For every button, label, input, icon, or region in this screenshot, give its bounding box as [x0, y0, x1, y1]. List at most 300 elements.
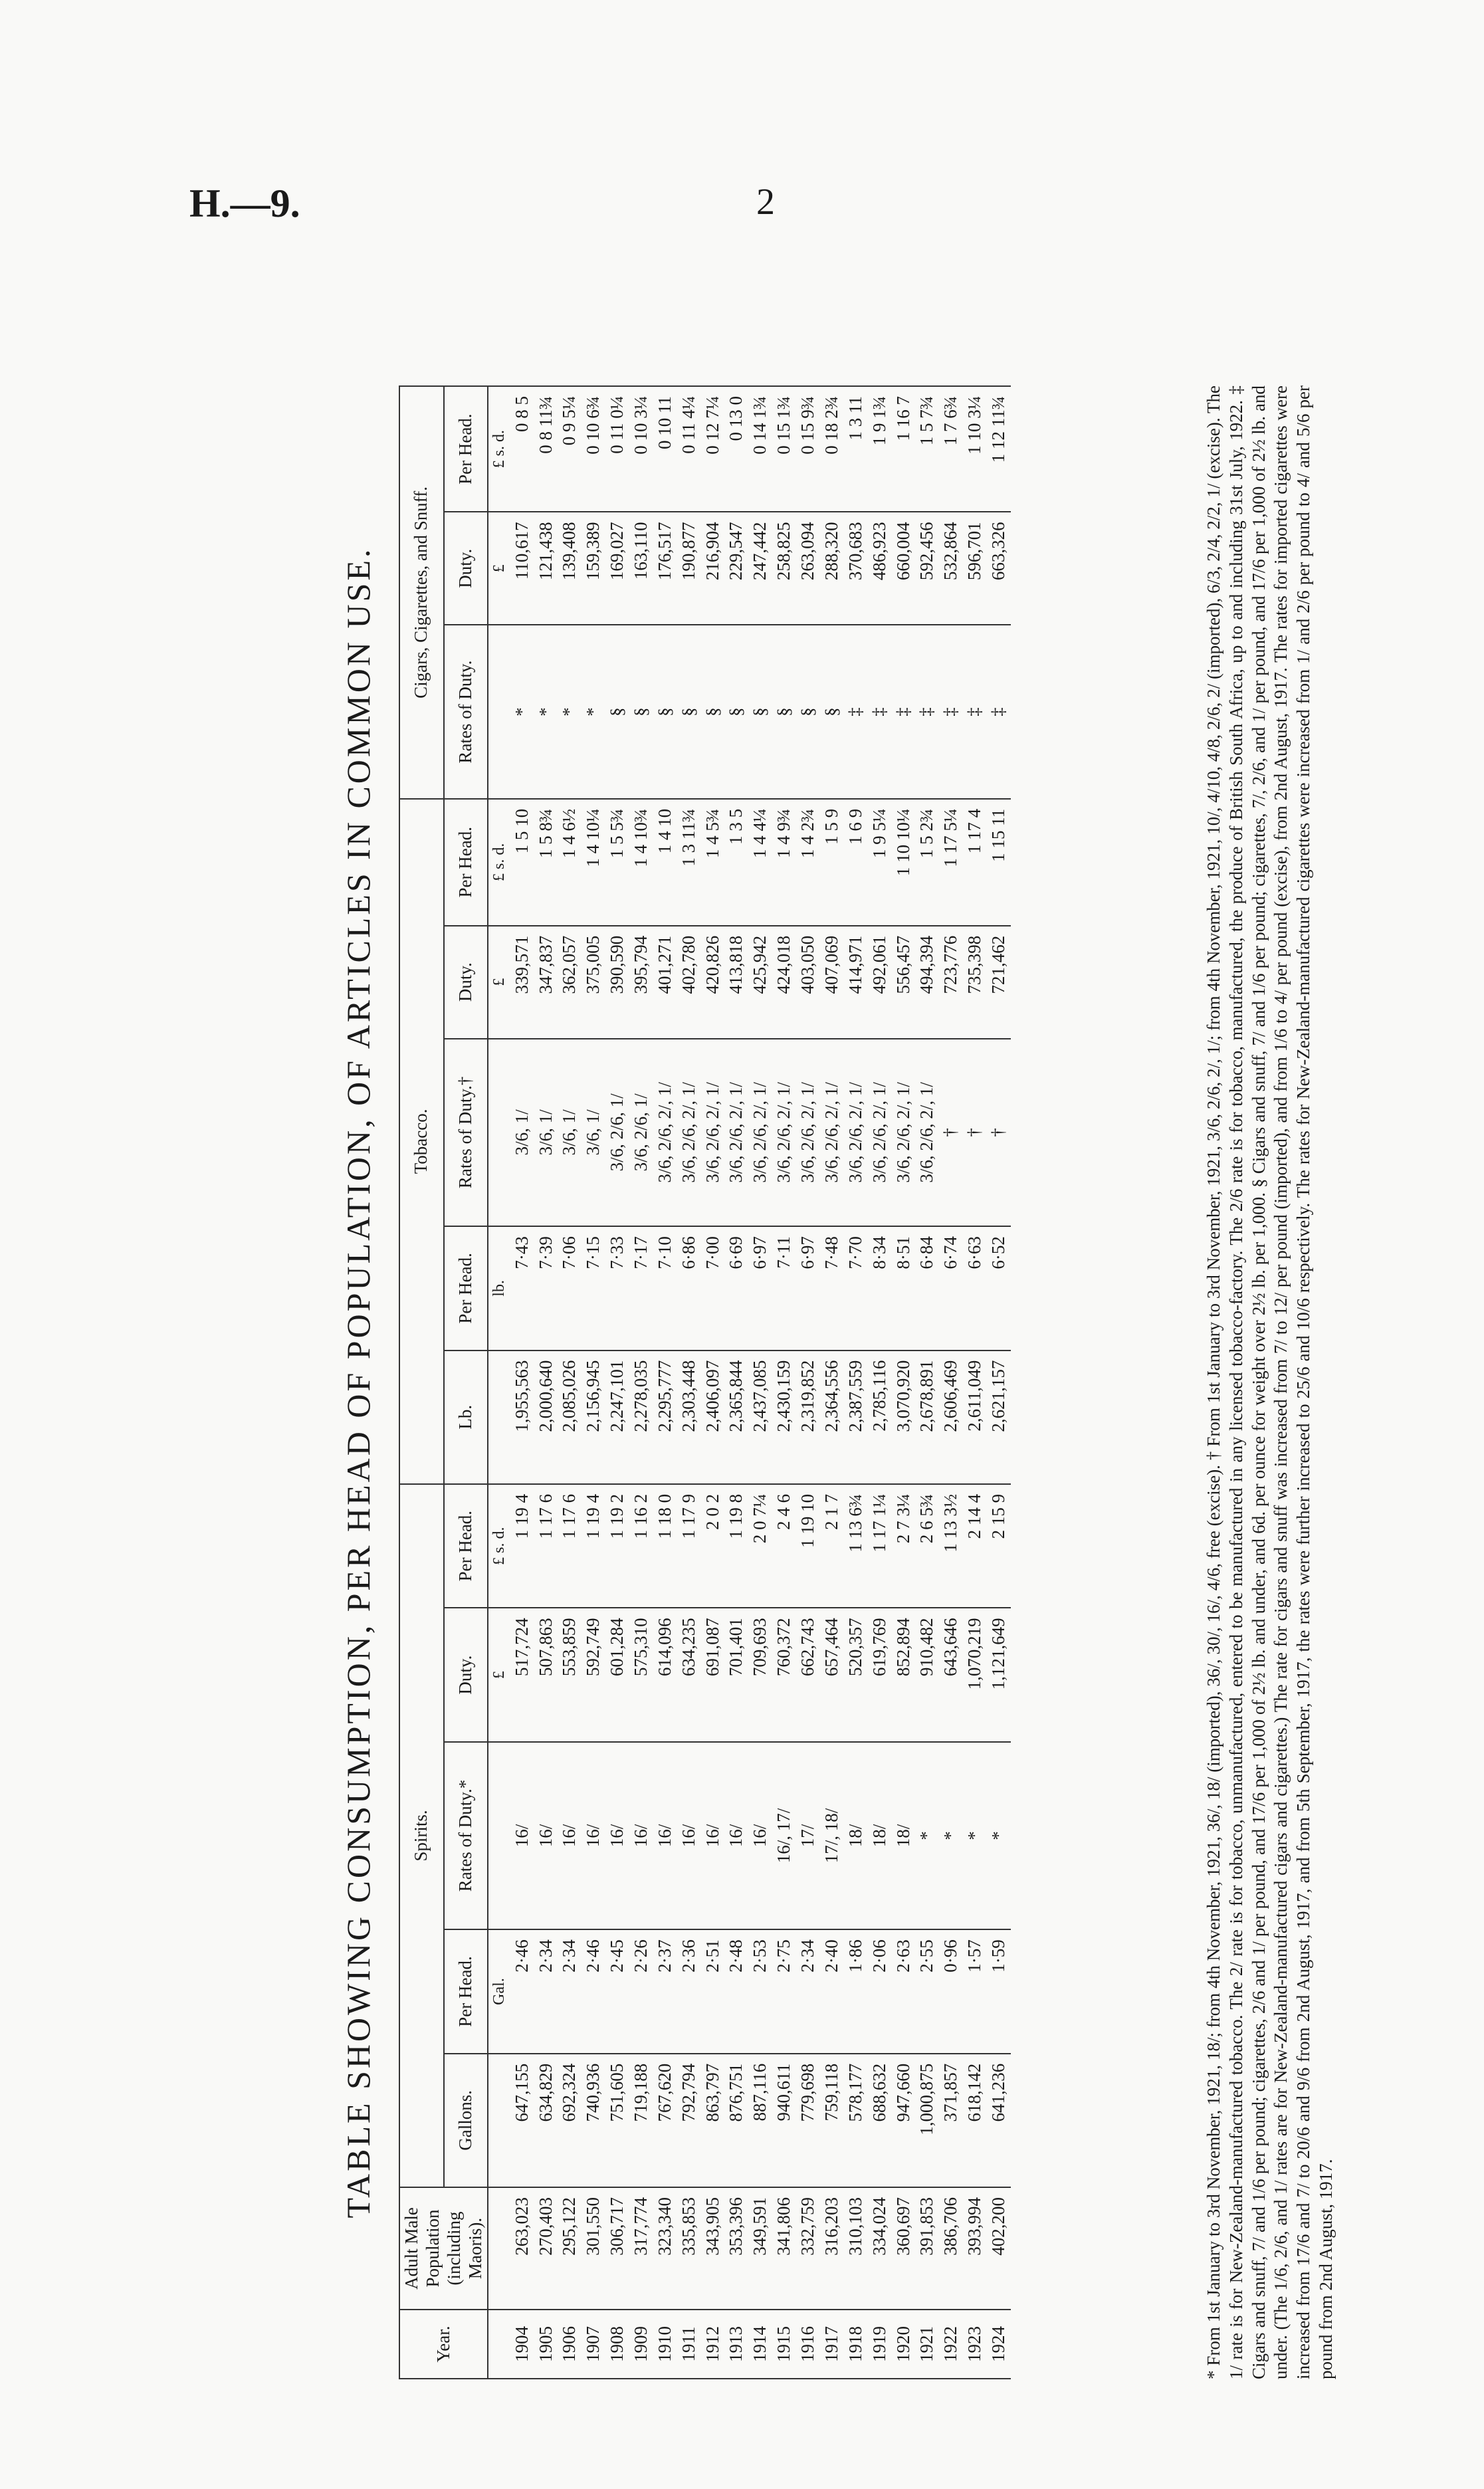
cell-year: 1921 — [915, 2310, 939, 2379]
cell-tduty: 735,398 — [963, 926, 987, 1039]
cell-lph: 6·52 — [987, 1226, 1011, 1351]
cell-year: 1922 — [939, 2310, 963, 2379]
cell-sduty: 709,693 — [748, 1608, 772, 1741]
cell-cph: 1 3 11 — [844, 386, 868, 512]
cell-pop: 391,853 — [915, 2187, 939, 2310]
cell-lb: 2,085,026 — [558, 1351, 582, 1484]
cell-gph: 2·75 — [772, 1929, 796, 2054]
cell-sduty: 601,284 — [605, 1608, 629, 1741]
cell-gal: 863,797 — [701, 2054, 725, 2187]
cell-cph: 0 8 11¾ — [534, 386, 558, 512]
cell-pop: 310,103 — [844, 2187, 868, 2310]
cell-tph: 1 4 4¼ — [748, 799, 772, 926]
cell-lb: 3,070,920 — [892, 1351, 916, 1484]
cell-year: 1907 — [582, 2310, 605, 2379]
cell-sph: 1 13 6¾ — [844, 1484, 868, 1608]
cell-tduty: 403,050 — [796, 926, 820, 1039]
cell-tduty: 390,590 — [605, 926, 629, 1039]
table-row — [582, 386, 605, 2379]
cell-lph: 6·69 — [724, 1226, 748, 1351]
cell-gph: 2·34 — [534, 1929, 558, 2054]
cell-sph: 1 13 3½ — [939, 1484, 963, 1608]
cell-tph: 1 4 6½ — [558, 799, 582, 926]
table-row — [510, 386, 534, 2379]
cell-lb: 2,387,559 — [844, 1351, 868, 1484]
cell-sduty: 634,235 — [677, 1608, 701, 1741]
cell-lph: 6·97 — [748, 1226, 772, 1351]
cell-crate: § — [772, 625, 796, 799]
cell-pop: 343,905 — [701, 2187, 725, 2310]
cell-lb: 2,156,945 — [582, 1351, 605, 1484]
cell-gal: 940,611 — [772, 2054, 796, 2187]
cell-lph: 7·70 — [844, 1226, 868, 1351]
cell-sph: 1 17 6 — [534, 1484, 558, 1608]
cell-pop: 334,024 — [868, 2187, 892, 2310]
table-row — [748, 386, 772, 2379]
cell-sduty: 760,372 — [772, 1608, 796, 1741]
unit-pound: £ — [488, 1608, 510, 1741]
cell-sph: 1 19 4 — [582, 1484, 605, 1608]
cell-cph: 0 12 7¼ — [701, 386, 725, 512]
cell-gph: 1·57 — [963, 1929, 987, 2054]
cell-cph: 0 15 1¾ — [772, 386, 796, 512]
cell-pop: 295,122 — [558, 2187, 582, 2310]
cell-year: 1909 — [629, 2310, 653, 2379]
cell-tph: 1 3 11¾ — [677, 799, 701, 926]
cell-trate: † — [987, 1039, 1011, 1227]
cell-sph: 1 19 2 — [605, 1484, 629, 1608]
col-population: Adult Male Population (including Maoris). — [399, 2187, 488, 2310]
cell-gph: 2·36 — [677, 1929, 701, 2054]
cell-crate: § — [629, 625, 653, 799]
cell-gal: 740,936 — [582, 2054, 605, 2187]
cell-tph: 1 10 10¼ — [892, 799, 916, 926]
cell-year: 1906 — [558, 2310, 582, 2379]
cell-tduty: 375,005 — [582, 926, 605, 1039]
cell-cph: 0 11 4¼ — [677, 386, 701, 512]
cell-lb: 2,295,777 — [653, 1351, 677, 1484]
cell-gph: 2·55 — [915, 1929, 939, 2054]
cell-sduty: 619,769 — [868, 1608, 892, 1741]
table-row — [892, 386, 916, 2379]
cell-cph: 0 10 6¾ — [582, 386, 605, 512]
cell-sph: 2 1 7 — [820, 1484, 844, 1608]
cell-year: 1919 — [868, 2310, 892, 2379]
cell-cph: 0 9 5¼ — [558, 386, 582, 512]
cell-gal: 719,188 — [629, 2054, 653, 2187]
cell-trate: 3/6, 1/ — [582, 1039, 605, 1227]
cell-gal: 647,155 — [510, 2054, 534, 2187]
table-row — [534, 386, 558, 2379]
cell-tduty: 402,780 — [677, 926, 701, 1039]
cell-srate: 16/ — [701, 1742, 725, 1930]
cell-pop: 316,203 — [820, 2187, 844, 2310]
cell-trate: 3/6, 2/6, 2/, 1/ — [915, 1039, 939, 1227]
group-tobacco: Tobacco. — [399, 799, 444, 1484]
cell-cduty: 176,517 — [653, 512, 677, 625]
cell-tph: 1 4 10¾ — [629, 799, 653, 926]
cell-tduty: 721,462 — [987, 926, 1011, 1039]
cell-tph: 1 5 2¾ — [915, 799, 939, 926]
unit-lsd: £ s. d. — [488, 1484, 510, 1608]
cell-tph: 1 4 10¼ — [582, 799, 605, 926]
cell-lb: 2,785,116 — [868, 1351, 892, 1484]
cell-srate: * — [915, 1742, 939, 1930]
cell-gph: 2·34 — [558, 1929, 582, 2054]
cell-lph: 7·10 — [653, 1226, 677, 1351]
cell-crate: § — [701, 625, 725, 799]
cell-pop: 349,591 — [748, 2187, 772, 2310]
col-tobacco-rates: Rates of Duty.† — [444, 1039, 488, 1227]
cell-lb: 2,406,097 — [701, 1351, 725, 1484]
consumption-table — [399, 385, 1011, 2379]
cell-pop: 270,403 — [534, 2187, 558, 2310]
cell-tph: 1 9 5¼ — [868, 799, 892, 926]
cell-srate: 16/ — [558, 1742, 582, 1930]
cell-sph: 1 19 10 — [796, 1484, 820, 1608]
cell-cph: 0 18 2¾ — [820, 386, 844, 512]
cell-lph: 7·39 — [534, 1226, 558, 1351]
cell-gal: 1,000,875 — [915, 2054, 939, 2187]
cell-lph: 7·06 — [558, 1226, 582, 1351]
cell-pop: 393,994 — [963, 2187, 987, 2310]
cell-srate: * — [987, 1742, 1011, 1930]
cell-gph: 2·37 — [653, 1929, 677, 2054]
table-row — [772, 386, 796, 2379]
unit-gal: Gal. — [488, 1929, 510, 2054]
cell-pop: 306,717 — [605, 2187, 629, 2310]
col-cigars-rates: Rates of Duty. — [444, 625, 488, 799]
cell-tph: 1 17 4 — [963, 799, 987, 926]
cell-crate: ‡ — [915, 625, 939, 799]
cell-sph: 1 18 0 — [653, 1484, 677, 1608]
cell-sduty: 1,070,219 — [963, 1608, 987, 1741]
cell-gph: 1·59 — [987, 1929, 1011, 2054]
cell-sph: 2 15 9 — [987, 1484, 1011, 1608]
cell-sph: 1 17 9 — [677, 1484, 701, 1608]
cell-lb: 2,247,101 — [605, 1351, 629, 1484]
cell-tph: 1 17 5¼ — [939, 799, 963, 926]
cell-sph: 2 6 5¾ — [915, 1484, 939, 1608]
unit-pound: £ — [488, 926, 510, 1039]
table-row — [915, 386, 939, 2379]
cell-trate: 3/6, 2/6, 2/, 1/ — [653, 1039, 677, 1227]
cell-lph: 6·86 — [677, 1226, 701, 1351]
col-gallons: Gallons. — [444, 2054, 488, 2187]
cell-srate: 16/ — [629, 1742, 653, 1930]
cell-cduty: 660,004 — [892, 512, 916, 625]
cell-crate: ‡ — [868, 625, 892, 799]
cell-trate: 3/6, 2/6, 2/, 1/ — [796, 1039, 820, 1227]
cell-gal: 578,177 — [844, 2054, 868, 2187]
cell-sph: 1 17 6 — [558, 1484, 582, 1608]
rotated-table-region — [339, 385, 1442, 2379]
cell-year: 1920 — [892, 2310, 916, 2379]
cell-gph: 2·48 — [724, 1929, 748, 2054]
cell-crate: * — [510, 625, 534, 799]
cell-pop: 360,697 — [892, 2187, 916, 2310]
cell-gph: 0·96 — [939, 1929, 963, 2054]
cell-gph: 2·40 — [820, 1929, 844, 2054]
cell-srate: 16/ — [534, 1742, 558, 1930]
cell-cduty: 370,683 — [844, 512, 868, 625]
cell-lb: 2,611,049 — [963, 1351, 987, 1484]
cell-gal: 947,660 — [892, 2054, 916, 2187]
cell-sduty: 553,859 — [558, 1608, 582, 1741]
cell-crate: § — [796, 625, 820, 799]
cell-pop: 332,759 — [796, 2187, 820, 2310]
table-row — [939, 386, 963, 2379]
cell-sduty: 507,863 — [534, 1608, 558, 1741]
cell-year: 1904 — [510, 2310, 534, 2379]
col-spirits-rates: Rates of Duty.* — [444, 1742, 488, 1930]
cell-sph: 2 7 3¼ — [892, 1484, 916, 1608]
col-spirits-duty-per-head: Per Head. — [444, 1484, 488, 1608]
cell-crate: § — [677, 625, 701, 799]
table-row — [605, 386, 629, 2379]
cell-tph: 1 4 10 — [653, 799, 677, 926]
cell-tduty: 556,457 — [892, 926, 916, 1039]
cell-sduty: 592,749 — [582, 1608, 605, 1741]
cell-sph: 1 19 4 — [510, 1484, 534, 1608]
cell-tduty: 425,942 — [748, 926, 772, 1039]
cell-year: 1913 — [724, 2310, 748, 2379]
cell-gph: 2·34 — [796, 1929, 820, 2054]
cell-gal: 641,236 — [987, 2054, 1011, 2187]
cell-lph: 7·17 — [629, 1226, 653, 1351]
cell-tduty: 401,271 — [653, 926, 677, 1039]
cell-sph: 2 0 2 — [701, 1484, 725, 1608]
cell-crate: § — [748, 625, 772, 799]
cell-srate: 17/, 18/ — [820, 1742, 844, 1930]
unit-lsd: £ s. d. — [488, 799, 510, 926]
cell-trate: 3/6, 2/6, 2/, 1/ — [772, 1039, 796, 1227]
cell-gal: 371,857 — [939, 2054, 963, 2187]
cell-lb: 2,364,556 — [820, 1351, 844, 1484]
cell-lph: 7·43 — [510, 1226, 534, 1351]
cell-trate: 3/6, 2/6, 2/, 1/ — [892, 1039, 916, 1227]
cell-cph: 0 8 5 — [510, 386, 534, 512]
cell-tduty: 395,794 — [629, 926, 653, 1039]
cell-trate: 3/6, 2/6, 2/, 1/ — [677, 1039, 701, 1227]
cell-sduty: 643,646 — [939, 1608, 963, 1741]
cell-sph: 2 0 7¼ — [748, 1484, 772, 1608]
cell-pop: 317,774 — [629, 2187, 653, 2310]
cell-sph: 1 16 2 — [629, 1484, 653, 1608]
cell-year: 1914 — [748, 2310, 772, 2379]
cell-year: 1923 — [963, 2310, 987, 2379]
col-lb: Lb. — [444, 1351, 488, 1484]
cell-trate: 3/6, 2/6, 2/, 1/ — [701, 1039, 725, 1227]
cell-cduty: 169,027 — [605, 512, 629, 625]
cell-year: 1916 — [796, 2310, 820, 2379]
cell-crate: § — [820, 625, 844, 799]
table-row — [701, 386, 725, 2379]
cell-lb: 2,606,469 — [939, 1351, 963, 1484]
table-row — [844, 386, 868, 2379]
cell-sduty: 614,096 — [653, 1608, 677, 1741]
cell-tph: 1 5 5¾ — [605, 799, 629, 926]
cell-pop: 402,200 — [987, 2187, 1011, 2310]
cell-gal: 759,118 — [820, 2054, 844, 2187]
cell-trate: † — [939, 1039, 963, 1227]
cell-cduty: 121,438 — [534, 512, 558, 625]
table-row — [677, 386, 701, 2379]
cell-cph: 1 12 11¾ — [987, 386, 1011, 512]
cell-srate: 16/, 17/ — [772, 1742, 796, 1930]
cell-tduty: 414,971 — [844, 926, 868, 1039]
cell-lph: 8·51 — [892, 1226, 916, 1351]
cell-sduty: 575,310 — [629, 1608, 653, 1741]
table-row — [963, 386, 987, 2379]
cell-tph: 1 3 5 — [724, 799, 748, 926]
cell-trate: 3/6, 2/6, 2/, 1/ — [724, 1039, 748, 1227]
cell-gph: 2·46 — [510, 1929, 534, 2054]
cell-year: 1917 — [820, 2310, 844, 2379]
cell-crate: § — [724, 625, 748, 799]
cell-pop: 323,340 — [653, 2187, 677, 2310]
cell-lph: 6·84 — [915, 1226, 939, 1351]
cell-sduty: 701,401 — [724, 1608, 748, 1741]
cell-pop: 353,396 — [724, 2187, 748, 2310]
cell-sduty: 517,724 — [510, 1608, 534, 1741]
cell-tph: 1 6 9 — [844, 799, 868, 926]
cell-sduty: 910,482 — [915, 1608, 939, 1741]
cell-crate: ‡ — [939, 625, 963, 799]
cell-srate: 18/ — [844, 1742, 868, 1930]
cell-cduty: 263,094 — [796, 512, 820, 625]
cell-sduty: 1,121,649 — [987, 1608, 1011, 1741]
cell-lb: 1,955,563 — [510, 1351, 534, 1484]
cell-cph: 0 10 3¼ — [629, 386, 653, 512]
cell-lb: 2,621,157 — [987, 1351, 1011, 1484]
cell-lph: 8·34 — [868, 1226, 892, 1351]
cell-tduty: 494,394 — [915, 926, 939, 1039]
cell-cph: 0 10 11 — [653, 386, 677, 512]
cell-pop: 301,550 — [582, 2187, 605, 2310]
cell-gal: 618,142 — [963, 2054, 987, 2187]
table-row — [796, 386, 820, 2379]
cell-tduty: 492,061 — [868, 926, 892, 1039]
cell-lph: 6·97 — [796, 1226, 820, 1351]
cell-sph: 1 17 1¼ — [868, 1484, 892, 1608]
col-cigars-duty: Duty. — [444, 512, 488, 625]
cell-pop: 386,706 — [939, 2187, 963, 2310]
cell-crate: * — [582, 625, 605, 799]
cell-sduty: 662,743 — [796, 1608, 820, 1741]
unit-lsd: £ s. d. — [488, 386, 510, 512]
cell-cph: 0 15 9¾ — [796, 386, 820, 512]
cell-gph: 2·26 — [629, 1929, 653, 2054]
cell-gal: 792,794 — [677, 2054, 701, 2187]
cell-tduty: 339,571 — [510, 926, 534, 1039]
cell-trate: 3/6, 2/6, 2/, 1/ — [844, 1039, 868, 1227]
cell-cduty: 258,825 — [772, 512, 796, 625]
cell-year: 1915 — [772, 2310, 796, 2379]
cell-pop: 263,023 — [510, 2187, 534, 2310]
cell-gal: 688,632 — [868, 2054, 892, 2187]
table-row — [868, 386, 892, 2379]
cell-cph: 0 14 1¾ — [748, 386, 772, 512]
cell-srate: * — [939, 1742, 963, 1930]
group-spirits: Spirits. — [399, 1484, 444, 2187]
cell-cduty: 110,617 — [510, 512, 534, 625]
cell-year: 1905 — [534, 2310, 558, 2379]
cell-srate: 16/ — [653, 1742, 677, 1930]
cell-gal: 692,324 — [558, 2054, 582, 2187]
cell-tduty: 362,057 — [558, 926, 582, 1039]
cell-pop: 335,853 — [677, 2187, 701, 2310]
cell-cduty: 163,110 — [629, 512, 653, 625]
cell-gph: 1·86 — [844, 1929, 868, 2054]
cell-cph: 1 16 7 — [892, 386, 916, 512]
cell-trate: 3/6, 1/ — [558, 1039, 582, 1227]
cell-trate: 3/6, 1/ — [510, 1039, 534, 1227]
cell-tduty: 723,776 — [939, 926, 963, 1039]
cell-srate: 16/ — [582, 1742, 605, 1930]
cell-srate: 16/ — [510, 1742, 534, 1930]
cell-gph: 2·06 — [868, 1929, 892, 2054]
cell-tduty: 413,818 — [724, 926, 748, 1039]
table-row — [653, 386, 677, 2379]
cell-trate: 3/6, 2/6, 2/, 1/ — [868, 1039, 892, 1227]
cell-lph: 7·00 — [701, 1226, 725, 1351]
cell-tph: 1 5 8¾ — [534, 799, 558, 926]
cell-sduty: 691,087 — [701, 1608, 725, 1741]
cell-lb: 2,000,640 — [534, 1351, 558, 1484]
table-body — [488, 386, 1010, 2379]
cell-gal: 767,620 — [653, 2054, 677, 2187]
cell-sph: 1 19 8 — [724, 1484, 748, 1608]
cell-cph: 1 10 3¼ — [963, 386, 987, 512]
cell-srate: 17/ — [796, 1742, 820, 1930]
cell-cph: 1 7 6¾ — [939, 386, 963, 512]
cell-gal: 779,698 — [796, 2054, 820, 2187]
document-reference: H.—9. — [189, 181, 300, 225]
cell-lb: 2,678,891 — [915, 1351, 939, 1484]
cell-gph: 2·51 — [701, 1929, 725, 2054]
cell-gph: 2·46 — [582, 1929, 605, 2054]
cell-gal: 887,116 — [748, 2054, 772, 2187]
cell-tph: 1 5 9 — [820, 799, 844, 926]
cell-lph: 7·33 — [605, 1226, 629, 1351]
cell-srate: 16/ — [605, 1742, 629, 1930]
footnote-text: * From 1st January to 3rd November, 1921, 18/; from 4th November, 1921, 36/, 18/ (imported), 36/, 30/, 16/, 4/6, free (excise). † From 1st January to 3rd November, 1921, 3/6, 2/6, 2/, 1/; from 4th November, 1921, 10/, 4/10, 4/8, 2/6, 2/ (imported), 6/3, 2/4, 2/2, 1/ (excise). The 1/ rate is for New-Zealand-manufactured tobacco. The 2/ rate is for tobacco, unmanufactured, entered to be manufactured in any licensed tobacco-factory. The 2/6 rate is for tobacco, manufactured, the produce of British South Africa, up to and including 31st July, 1922. ‡ Cigars and snuff, 7/ and 1/6 per pound; cigarettes, 2/6 and 1/ per pound, and 17/6 per 1,000 of 2½ lb. and under, and 6d. per ounce for weight over 2½ lb. per 1,000. § Cigars and snuff, 7/ and 1/6 per pound; cigarettes, 7/, 2/6, and 1/ per pound, and 17/6 per 1,000 of 2½ lb. and under. (The 1/6, 2/6, and 1/ rates are for New-Zealand-manufactured cigars and cigarettes.) The rate for cigars and snuff was increased from 7/ to 12/ per pound (imported), and from 1/6 to 4/ per pound (excise), from 2nd August, 1917. The rates for imported cigarettes were increased from 17/6 and 7/ to 20/6 and 9/6 from 2nd August, 1917, and from 5th September, 1917, the rates were further increased to 25/6 and 10/6 respectively. The rates for New-Zealand-manufactured cigarettes were increased from 1/ and 2/6 per pound to 4/ and 5/6 per pound from 2nd August, 1917. — [1204, 385, 1336, 2379]
cell-cph: 0 13 0 — [724, 386, 748, 512]
cell-srate: 16/ — [748, 1742, 772, 1930]
cell-cduty: 139,408 — [558, 512, 582, 625]
table-row — [558, 386, 582, 2379]
cell-srate: 16/ — [677, 1742, 701, 1930]
col-cigars-duty-per-head: Per Head. — [444, 386, 488, 512]
col-tobacco-duty: Duty. — [444, 926, 488, 1039]
cell-cph: 0 11 0¼ — [605, 386, 629, 512]
cell-lb: 2,430,159 — [772, 1351, 796, 1484]
cell-crate: * — [558, 625, 582, 799]
unit-lb: lb. — [488, 1226, 510, 1351]
cell-crate: ‡ — [987, 625, 1011, 799]
cell-gal: 876,751 — [724, 2054, 748, 2187]
cell-trate: 3/6, 2/6, 2/, 1/ — [748, 1039, 772, 1227]
cell-lph: 7·15 — [582, 1226, 605, 1351]
cell-lph: 6·74 — [939, 1226, 963, 1351]
unit-pound: £ — [488, 512, 510, 625]
cell-tph: 1 4 5¾ — [701, 799, 725, 926]
col-tobacco-per-head: Per Head. — [444, 1226, 488, 1351]
table-row — [724, 386, 748, 2379]
cell-tduty: 407,069 — [820, 926, 844, 1039]
cell-crate: ‡ — [892, 625, 916, 799]
